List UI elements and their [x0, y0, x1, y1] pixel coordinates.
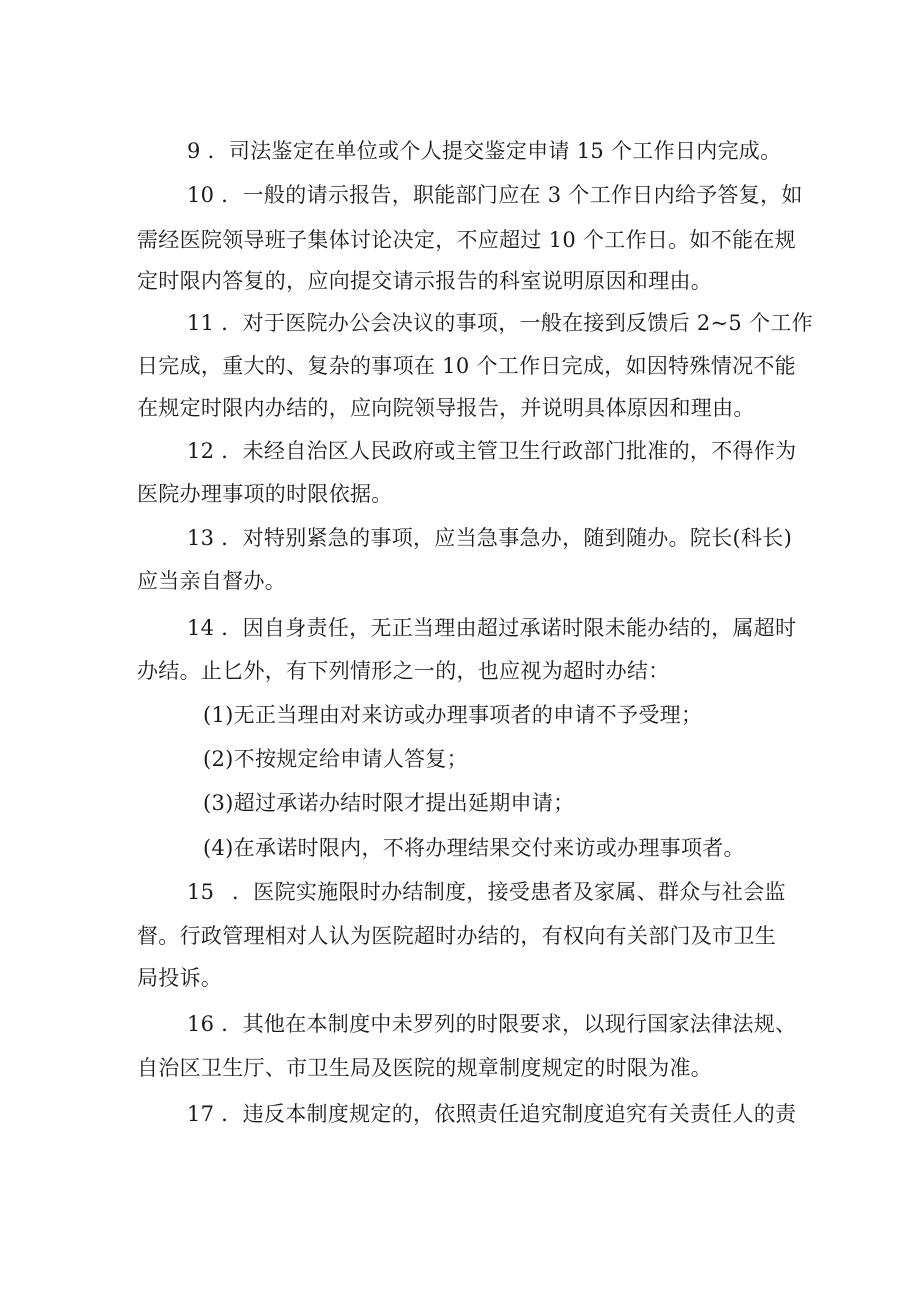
- item-10-line-3: 定时限内答复的，应向提交请示报告的科室说明原因和理由。: [137, 269, 713, 293]
- sub-item-1: (1)无正当理由对来访或办理事项者的申请不予受理；: [203, 703, 703, 727]
- item-9-line-1: 9 ．司法鉴定在单位或个人提交鉴定申请 15 个工作日内完成。: [187, 139, 782, 163]
- item-11-line-2: 日完成，重大的、复杂的事项在 10 个工作日完成，如因特殊情况不能: [137, 354, 796, 378]
- item-17-line-1: 17 ．违反本制度规定的，依照责任追究制度追究有关责任人的责: [187, 1102, 797, 1126]
- item-10-line-2: 需经医院领导班子集体讨论决定，不应超过 10 个工作日。如不能在规: [137, 228, 796, 252]
- item-10-line-1: 10 ．一般的请示报告，职能部门应在 3 个工作日内给予答复，如: [187, 183, 803, 207]
- sub-item-4: (4)在承诺时限内，不将办理结果交付来访或办理事项者。: [203, 836, 745, 860]
- item-12-line-1: 12 ．未经自治区人民政府或主管卫生行政部门批准的，不得作为: [187, 439, 797, 463]
- item-16-line-2: 自治区卫生厅、市卫生局及医院的规章制度规定的时限为准。: [137, 1056, 713, 1080]
- item-14-line-1: 14 ．因自身责任，无正当理由超过承诺时限未能办结的，属超时: [187, 616, 797, 640]
- item-15-line-3: 局投诉。: [137, 966, 223, 990]
- item-13-line-1: 13 ．对特别紧急的事项，应当急事急办，随到随办。院长(科长): [187, 526, 793, 550]
- item-11-line-1: 11 ．对于医院办公会决议的事项，一般在接到反馈后 2~5 个工作: [187, 311, 813, 335]
- item-12-line-2: 医院办理事项的时限依据。: [137, 482, 393, 506]
- item-16-line-1: 16 ．其他在本制度中未罗列的时限要求，以现行国家法律法规、: [187, 1012, 797, 1036]
- item-15-number: 15: [187, 880, 215, 904]
- sub-item-3: (3)超过承诺办结时限才提出延期申请；: [203, 791, 575, 815]
- item-14-line-2: 办结。止匕外，有下列情形之一的，也应视为超时办结：: [137, 659, 670, 683]
- item-15-line-2: 督。行政管理相对人认为医院超时办结的，有权向有关部门及市卫生: [137, 924, 776, 948]
- item-15-line-1: ．医院实施限时办结制度，接受患者及家属、群众与社会监: [232, 880, 786, 904]
- sub-item-2: (2)不按规定给申请人答复；: [203, 747, 468, 771]
- item-11-line-3: 在规定时限内办结的，应向院领导报告，并说明具体原因和理由。: [137, 396, 755, 420]
- item-13-line-2: 应当亲自督办。: [137, 569, 287, 593]
